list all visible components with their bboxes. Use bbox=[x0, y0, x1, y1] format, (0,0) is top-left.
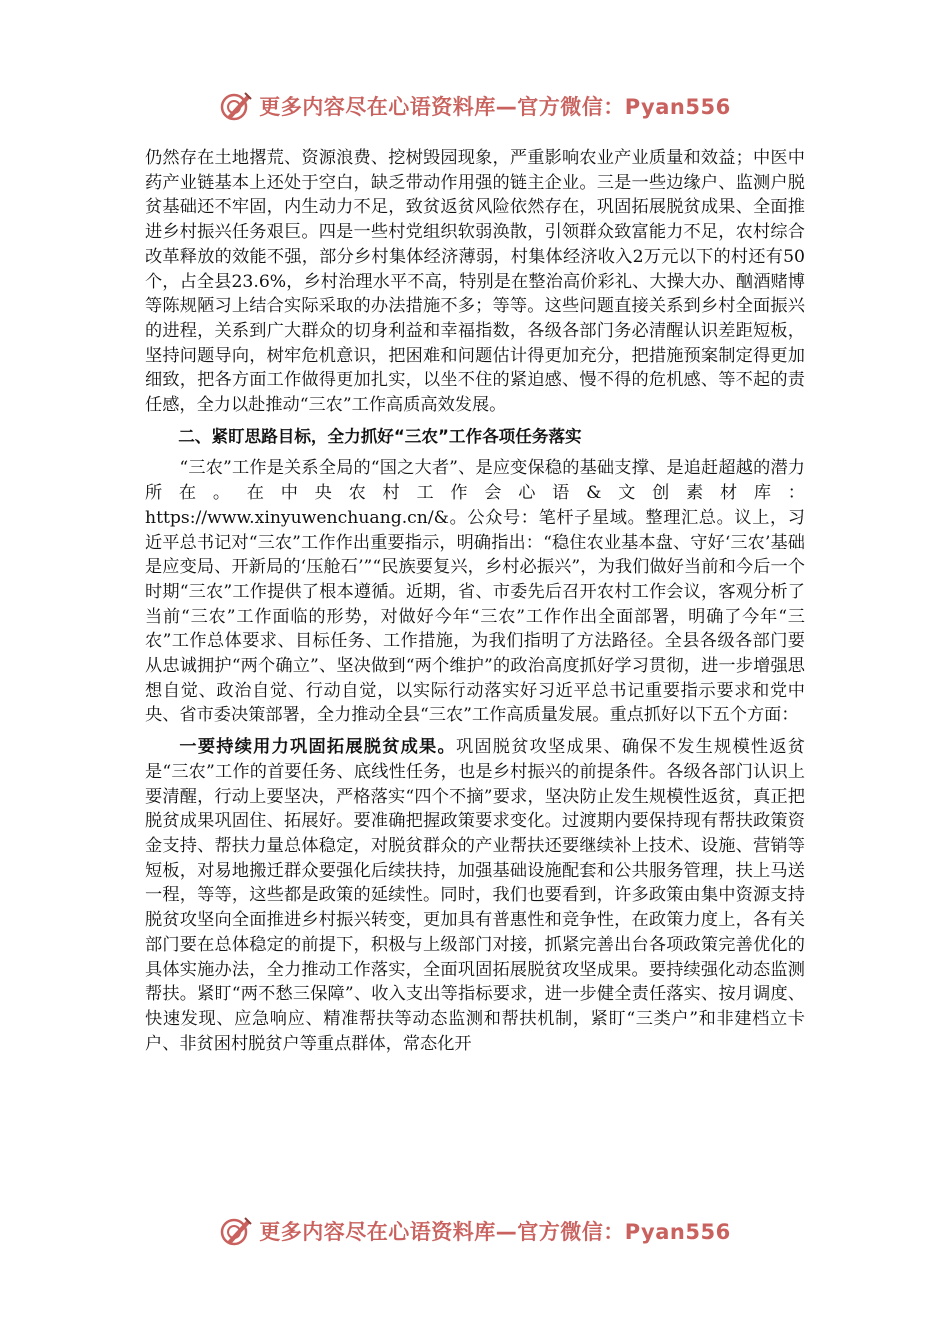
paragraph-continuation: 仍然存在土地撂荒、资源浪费、挖树毁园现象，严重影响农业产业质量和效益；中医中药产业链基本上还处于空白，缺乏带动作用强的链主企业。三是一些边缘户、监测户脱贫基础还不牢固，内生动力不足，致贫返贫风险依然存在，巩固拓展脱贫成果、全面推进乡村振兴任务艰巨。四是一些村党组织软弱涣散，引领群众致富能力不足，农村综合改革释放的效能不强，部分乡村集体经济薄弱，村集体经济收入2万元以下的村还有50个，占全县23.6%，乡村治理水平不高，特别是在整治高价彩礼、大操大办、酗酒赌博等陈规陋习上结合实际采取的办法措施不多；等等。这些问题直接关系到乡村全面振兴的进程，关系到广大群众的切身利益和幸福指数，各级各部门务必清醒认识差距短板，坚持问题导向，树牢危机意识，把困难和问题估计得更加充分，把措施预案制定得更加细致，把各方面工作做得更加扎实，以坐不住的紧迫感、慢不得的危机感、等不起的责任感，全力以赴推动“三农”工作高质高效发展。 bbox=[145, 148, 805, 416]
paragraph-lead: 一要持续用力巩固拓展脱贫成果。 bbox=[179, 737, 456, 758]
document-body bbox=[145, 146, 805, 1056]
paragraph-overview: “三农”工作是关系全局的“国之大者”、是应变保稳的基础支撑、是追赶超越的潜力所在。在中央农村工作会心语&文创素材库：https://www.xinyuwenchuang.cn/&。公众号：笔杆子星域。整理汇总。议上，习近平总书记对“三农”工作作出重要指示，明确指出：“稳住农业基本盘、守好‘三农’基础是应变局、开新局的‘压舱石’”“民族要复兴，乡村必振兴”，为我们做好当前和今后一个时期“三农”工作提供了根本遵循。近期，省、市委先后召开农村工作会议，客观分析了当前“三农”工作面临的形势，对做好今年“三农”工作作出全面部署，明确了今年“三农”工作总体要求、目标任务、工作措施，为我们指明了方法路径。全县各级各部门要从忠诚拥护“两个确立”、坚决做到“两个维护”的政治高度抓好学习贯彻，进一步增强思想自觉、政治自觉、行动自觉，以实际行动落实好习近平总书记重要指示要求和党中央、省市委决策部署，全力推动全县“三农”工作高质量发展。重点抓好以下五个方面： bbox=[145, 458, 805, 726]
paragraph-body: 巩固脱贫攻坚成果、确保不发生规模性返贫是“三农”工作的首要任务、底线性任务，也是乡村振兴的前提条件。各级各部门认识上要清醒，行动上要坚决，严格落实“四个不摘”要求，坚决防止发生规模性返贫，真正把脱贫成果巩固住、拓展好。要准确把握政策要求变化。过渡期内要保持现有帮扶政策资金支持、帮扶力量总体稳定，对脱贫群众的产业帮扶还要继续补上技术、设施、营销等短板，对易地搬迁群众要强化后续扶持，加强基础设施配套和公共服务管理，扶上马送一程，等等，这些都是政策的延续性。同时，我们也要看到，许多政策由集中资源支持脱贫攻坚向全面推进乡村振兴转变，更加具有普惠性和竞争性，在政策力度上，各有关部门要在总体稳定的前提下，积极与上级部门对接，抓紧完善出台各项政策完善优化的具体实施办法，全力推动工作落实，全面巩固拓展脱贫攻坚成果。要持续强化动态监测帮扶。紧盯“两不愁三保障”、收入支出等指标要求，进一步健全责任落实、按月调度、快速发现、应急响应、精准帮扶等动态监测和帮扶机制，紧盯“三类户”和非建档立卡户、非贫困村脱贫户等重点群体，常态化开 bbox=[145, 737, 805, 1054]
header-watermark-text: 更多内容尽在心语资料库—官方微信：Pyan556 bbox=[259, 95, 731, 119]
footer-watermark-banner bbox=[0, 1209, 950, 1253]
footer-watermark-text: 更多内容尽在心语资料库—官方微信：Pyan556 bbox=[259, 1220, 731, 1244]
pen-logo-icon bbox=[219, 1214, 253, 1248]
section-heading: 二、紧盯思路目标，全力抓好“三农”工作各项任务落实 bbox=[178, 426, 582, 446]
header-watermark-banner bbox=[0, 84, 950, 128]
pen-logo-icon bbox=[219, 89, 253, 123]
paragraph-task-one bbox=[145, 735, 805, 1056]
